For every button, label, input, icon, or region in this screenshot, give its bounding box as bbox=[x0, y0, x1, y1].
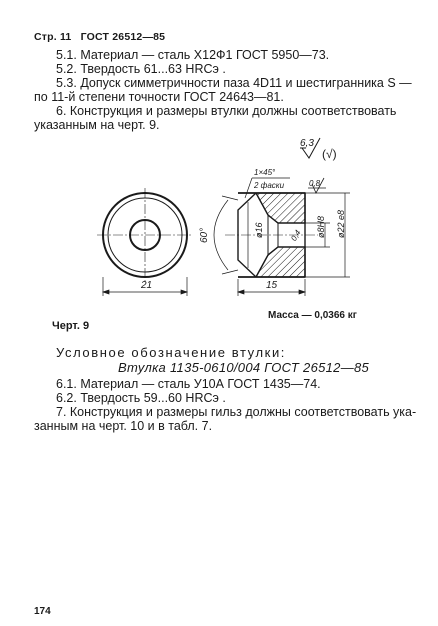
paragraph-7-cont: занным на черт. 10 и в табл. 7. bbox=[34, 419, 213, 433]
paragraph-5-3: 5.3. Допуск симметричности паза 4D11 и шестигранника S — bbox=[56, 76, 412, 90]
paragraph-6-cont: указанным на черт. 9. bbox=[34, 118, 160, 132]
paragraph-6-1: 6.1. Материал — сталь У10А ГОСТ 1435—74. bbox=[56, 377, 321, 391]
surface-roughness: 0,8 bbox=[309, 179, 321, 188]
dim-outer-diameter: ø22 e8 bbox=[336, 209, 346, 238]
dim-width-left: 21 bbox=[141, 280, 153, 291]
chamfer-size: 1×45° bbox=[254, 168, 276, 177]
dim-small: 0,4 bbox=[289, 228, 303, 243]
dim-bore-diameter: ø8H8 bbox=[316, 215, 326, 238]
paragraph-6: 6. Конструкция и размеры втулки должны соответствовать bbox=[56, 104, 397, 118]
paragraph-5-3-cont: по 11-й степени точности ГОСТ 24643—81. bbox=[34, 90, 284, 104]
paragraph-5-1: 5.1. Материал — сталь Х12Ф1 ГОСТ 5950—73. bbox=[56, 48, 330, 62]
figure-caption: Черт. 9 bbox=[52, 320, 90, 332]
section-view bbox=[225, 193, 318, 277]
roughness-value: 6,3 bbox=[300, 138, 314, 149]
paragraph-5-2: 5.2. Твердость 61...63 HRCэ . bbox=[56, 62, 226, 76]
paragraph-6-2: 6.2. Твердость 59...60 HRCэ . bbox=[56, 391, 226, 405]
designation-example: Втулка 1135-0610/004 ГОСТ 26512—85 bbox=[118, 360, 370, 375]
mass-label: Масса — 0,0366 кг bbox=[268, 310, 357, 321]
page-number: 174 bbox=[34, 606, 51, 617]
page-label: Стр. 11 bbox=[34, 31, 72, 43]
dim-angle: 60° bbox=[199, 227, 210, 243]
front-view bbox=[97, 188, 193, 282]
dim-width-right: 15 bbox=[266, 280, 278, 291]
roughness-bracket: (√) bbox=[322, 147, 337, 161]
standard-code: ГОСТ 26512—85 bbox=[80, 31, 166, 43]
designation-title: Условное обозначение втулки: bbox=[56, 345, 287, 360]
chamfer-count: 2 фаски bbox=[254, 181, 285, 190]
dim-inner-diameter: ø16 bbox=[254, 222, 264, 238]
paragraph-7: 7. Конструкция и размеры гильз должны соответствовать ука- bbox=[56, 405, 417, 419]
